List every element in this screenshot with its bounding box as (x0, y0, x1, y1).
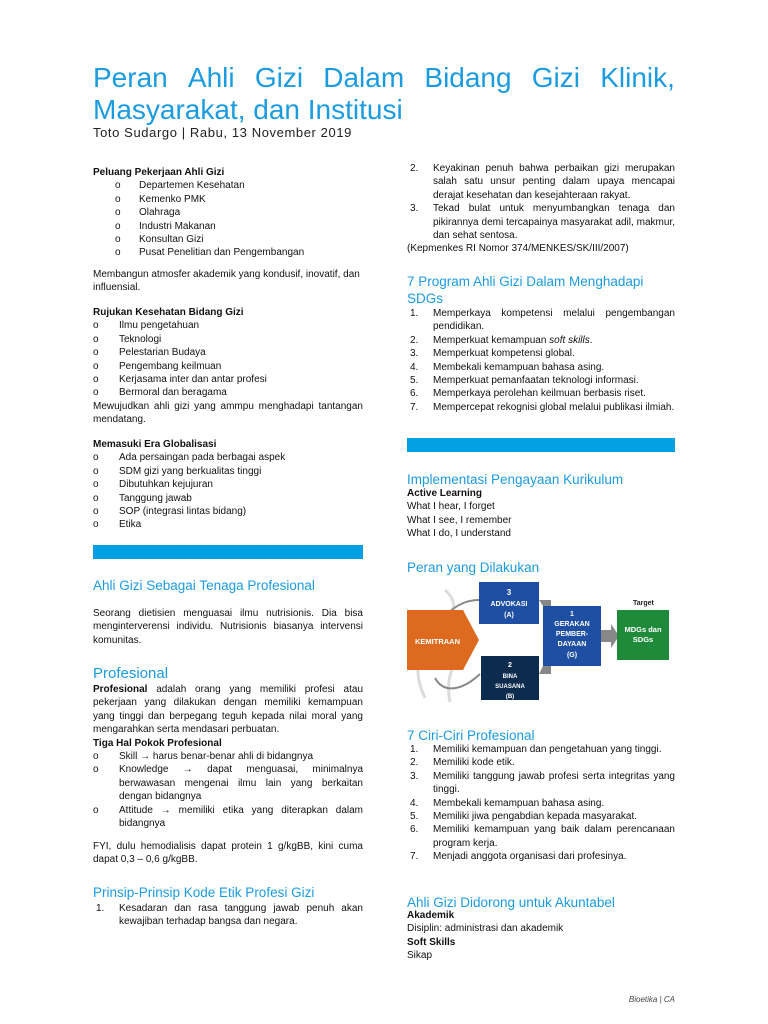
profesional-text: adalah orang yang memiliki profesi atau pekerjaan yang dilakukan dengan memiliki kemampuan yang tinggi dan berpegang teguh kepada nilai moral yang mengarahkan serta mendasari perbuatan. (93, 684, 363, 736)
list-item: o Tanggung jawab (93, 492, 192, 504)
program-list (407, 307, 675, 414)
list-item: 5. Memiliki jiwa pengabdian kepada masyarakat. (410, 811, 637, 823)
list-item: 6. Memperkaya perolehan keilmuan berbasis riset. (410, 388, 646, 400)
list-item: o Teknologi (93, 333, 162, 345)
page-title (93, 62, 675, 126)
list-item: 2. Memiliki kode etik. (410, 757, 515, 769)
target-label: Target (633, 600, 654, 607)
list-item: o Konsultan Gizi (115, 234, 204, 246)
rujukan-closing: Mewujudkan ahli gizi yang ammpu menghadapi tantangan mendatang. (93, 400, 363, 426)
soft-skills-text: Sikap (407, 950, 433, 962)
list-item: 3. Tekad bulat untuk menyumbangkan tenaga dan pikirannya demi tercapainya masyarakat adil, makmur, dan sehat sentosa. (410, 203, 675, 242)
kurikulum-section (407, 487, 675, 541)
profesional-lead: Profesional (93, 684, 148, 695)
svg-text:3: 3 (506, 588, 512, 597)
akademik-label: Akademik (407, 910, 455, 921)
list-item: o Bermoral dan beragama (93, 387, 227, 399)
ciri-list (407, 743, 675, 864)
list-item: 6. Memiliki kemampuan yang baik dalam perencanaan program kerja. (410, 824, 675, 849)
arrow-icon: → (182, 764, 193, 776)
kurikulum-heading: Implementasi Pengayaan Kurikulum (407, 472, 624, 487)
flow-arrow (601, 624, 619, 648)
globalisasi-section (93, 438, 363, 532)
svg-text:1: 1 (570, 611, 574, 618)
program-heading: 7 Program Ahli Gizi Dalam Menghadapi SDGs (407, 274, 644, 306)
tenaga-heading: Ahli Gizi Sebagai Tenaga Profesional (93, 578, 315, 593)
list-item: o Knowledge → dapat menguasai, minimalnya berwawasan mengenai ilmu lain yang berkaitan dengan bidangnya (93, 764, 364, 803)
list-item: 7. Menjadi anggota organisasi dari profesinya. (410, 851, 627, 863)
peran-diagram (405, 578, 677, 702)
list-item: 2. Memperkuat kemampuan soft skills. (410, 334, 593, 346)
akuntabel-heading: Ahli Gizi Didorong untuk Akuntabel (407, 895, 615, 910)
list-item: o Kemenko PMK (115, 193, 206, 205)
akademik-text: Disiplin: administrasi dan akademik (407, 923, 564, 935)
arrow-icon: → (140, 751, 151, 763)
rujukan-heading: Rujukan Kesehatan Bidang Gizi (93, 307, 244, 318)
tiga-heading: Tiga Hal Pokok Profesional (93, 737, 222, 749)
ciri-heading: 7 Ciri-Ciri Profesional (407, 728, 535, 743)
kemitraan-label: KEMITRAAN (415, 637, 460, 646)
list-item: o Pusat Penelitian dan Pengembangan (115, 247, 305, 259)
svg-text:2: 2 (508, 662, 512, 669)
list-item: o Etika (93, 519, 142, 531)
list-item: o Olahraga (115, 207, 181, 219)
rujukan-section (93, 306, 363, 427)
kode-etik-list-1 (93, 902, 363, 929)
list-item: o Industri Makanan (115, 220, 216, 232)
svg-text:SUASANA: SUASANA (495, 684, 525, 690)
list-item: o Ilmu pengetahuan (93, 320, 200, 332)
arrow-icon: → (160, 804, 171, 816)
kode-etik-source: (Kepmenkes RI Nomor 374/MENKES/SK/III/2007) (407, 243, 629, 255)
list-item: o Dibutuhkan kejujuran (93, 479, 213, 491)
peran-heading: Peran yang Dilakukan (407, 560, 540, 575)
footer: Bioetika | CA (628, 995, 675, 1004)
list-item: 2. Keyakinan penuh bahwa perbaikan gizi merupakan salah satu unsur penting dalam upaya mencapai derajat kesehatan dan kesejahteraan rakyat. (410, 163, 675, 201)
flow-arrow (435, 674, 480, 688)
list-item: o Attitude → memiliki etika yang diterapkan dalam bidangnya (93, 804, 364, 830)
svg-text:SDGs: SDGs (632, 635, 654, 644)
svg-text:ADVOKASI: ADVOKASI (490, 601, 528, 608)
list-item: 4. Membekali kemampuan bahasa asing. (410, 797, 605, 809)
svg-text:(B): (B) (505, 694, 515, 700)
section-divider-bar (93, 545, 363, 559)
byline: Toto Sudargo | Rabu, 13 November 2019 (93, 125, 353, 140)
kurikulum-line: What I do, I understand (407, 528, 511, 540)
list-item: 3. Memperkuat kompetensi global. (410, 348, 575, 360)
list-item: 1. Memiliki kemampuan dan pengetahuan yang tinggi. (410, 744, 662, 755)
kurikulum-line: What I hear, I forget (407, 501, 495, 513)
svg-text:GERAKAN: GERAKAN (554, 621, 590, 628)
profesional-heading: Profesional (93, 665, 169, 682)
list-item: o Pelestarian Budaya (93, 347, 206, 359)
kurikulum-sub: Active Learning (407, 488, 483, 499)
kode-etik-heading: Prinsip-Prinsip Kode Etik Profesi Gizi (93, 885, 315, 900)
tenaga-text: Seorang dietisien menguasai ilmu nutrisionis. Dia bisa menginterverensi individu. Nutrisionis biasanya intervensi komunitas. (93, 608, 363, 646)
list-item: o SOP (integrasi lintas bidang) (93, 506, 247, 518)
svg-text:BINA: BINA (502, 674, 518, 680)
peluang-heading: Peluang Pekerjaan Ahli Gizi (93, 167, 225, 178)
list-item: o Kerjasama inter dan antar profesi (93, 374, 267, 386)
list-item: o SDM gizi yang berkualitas tinggi (93, 465, 262, 477)
globalisasi-heading: Memasuki Era Globalisasi (93, 439, 217, 450)
svg-text:MDGs dan: MDGs dan (624, 625, 662, 634)
title-line-1: Peran Ahli Gizi Dalam Bidang Gizi Klinik, (93, 62, 675, 93)
list-item: o Pengembang keilmuan (93, 360, 222, 372)
svg-text:(A): (A) (504, 612, 514, 619)
flow-arrow (539, 666, 551, 674)
flow-arrow (539, 600, 551, 606)
list-item: 7. Mempercepat rekognisi global melalui publikasi ilmiah. (410, 401, 675, 413)
list-item: 3. Memiliki tanggung jawab profesi serta integritas yang tinggi. (410, 770, 675, 796)
list-item: o Skill → harus benar-benar ahli di bidangnya (93, 751, 314, 763)
svg-text:DAYAAN: DAYAAN (557, 641, 587, 648)
soft-skills-label: Soft Skills (407, 936, 456, 948)
atmosfer-text: Membangun atmosfer akademik yang kondusif, inovatif, dan influensial. (93, 269, 360, 294)
list-item: 5. Memperkuat pemanfaatan teknologi informasi. (410, 375, 639, 387)
svg-text:PEMBER-: PEMBER- (555, 631, 589, 638)
kode-etik-list-2 (407, 162, 675, 256)
peluang-section (93, 166, 363, 260)
list-item: o Ada persaingan pada berbagai aspek (93, 452, 286, 464)
kurikulum-line: What I see, I remember (407, 514, 512, 526)
fyi-text: FYI, dulu hemodialisis dapat protein 1 g/kgBB, kini cuma dapat 0,3 – 0,6 g/kgBB. (93, 841, 363, 866)
profesional-section (93, 683, 363, 830)
list-item: 4. Membekali kemampuan bahasa asing. (410, 361, 605, 373)
svg-text:(G): (G) (566, 652, 578, 659)
list-item: 1. Memperkaya kompetensi melalui pengembangan pendidikan. (410, 308, 675, 333)
list-item: o Departemen Kesehatan (115, 180, 245, 192)
akuntabel-section (407, 909, 675, 963)
section-divider-bar (407, 438, 675, 452)
list-item: 1. Kesadaran dan rasa tanggung jawab penuh akan kewajiban terhadap bangsa dan negara. (96, 903, 363, 928)
title-line-2: Masyarakat, dan Institusi (93, 94, 403, 125)
